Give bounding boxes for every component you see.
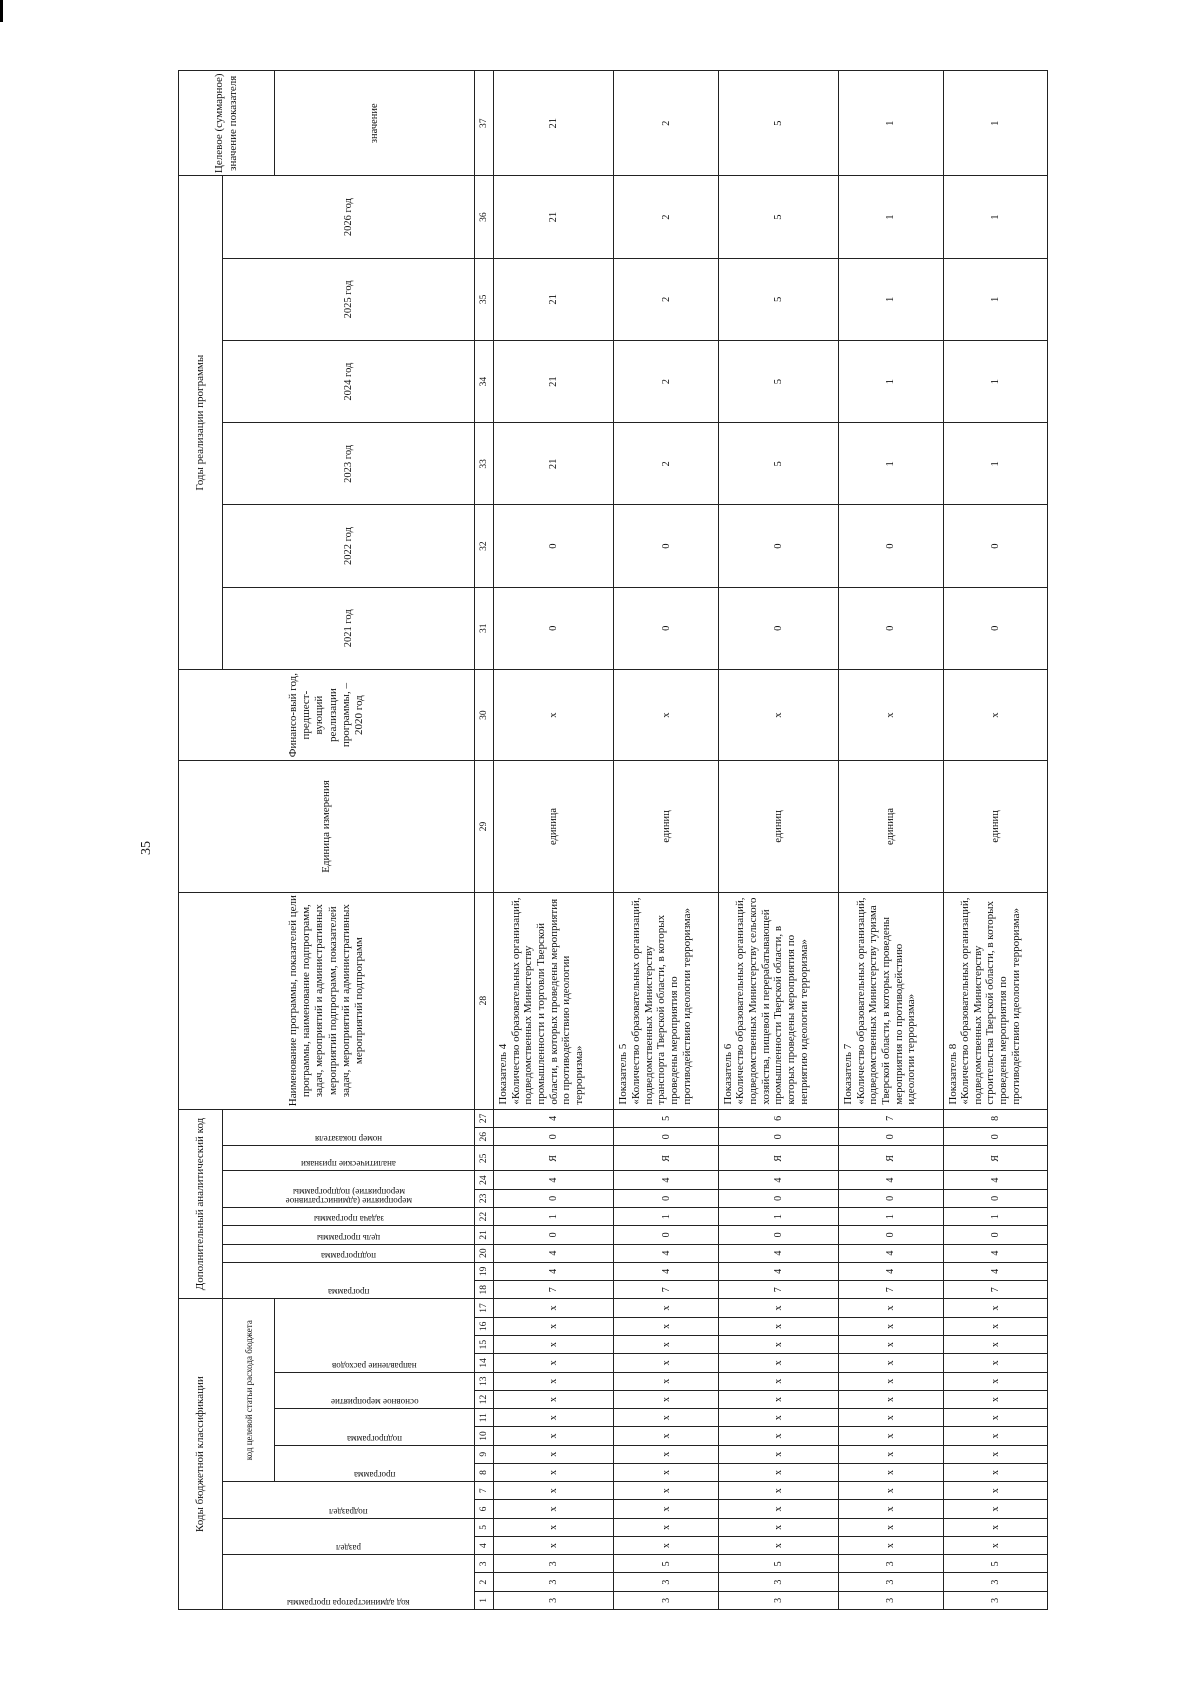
a-event-header: мероприятие (административное мероприятие) подпрограммы <box>223 1171 475 1208</box>
indicator-text: «Количество образовательных организаций, подведомственных Министерству туризма Тверской области, в которых проведены мероприятия по противодействию идеологии терроризма» <box>854 897 918 1105</box>
year-2023-header: 2023 год <box>223 423 475 505</box>
indicator-row <box>718 71 838 1610</box>
code-cell: х <box>943 1390 1047 1408</box>
indicator-description <box>943 892 1047 1109</box>
code-cell: 3 <box>718 1573 838 1591</box>
column-number: 3 <box>475 1555 494 1573</box>
code-cell: х <box>943 1372 1047 1390</box>
code-cell: х <box>718 1299 838 1317</box>
year-value-cell: 1 <box>943 340 1047 422</box>
column-number: 8 <box>475 1463 494 1481</box>
code-cell: х <box>718 1536 838 1554</box>
scan-edge-mark <box>0 0 3 22</box>
fin-year-cell: х <box>614 669 718 760</box>
code-cell: 3 <box>839 1555 943 1573</box>
column-number: 22 <box>475 1207 494 1225</box>
indicator-title: Показатель 5 <box>617 1043 630 1105</box>
year-value-cell: 5 <box>718 258 838 340</box>
indicator-text: «Количество образовательных организаций, подведомственных Министерству сельского хозяйства, пищевой и перерабатывающей промышленности Тверской области, в которых проведены мероприятия по неприятию идеологии терроризма» <box>734 897 810 1105</box>
year-value-cell: 21 <box>494 340 614 422</box>
fin-year-cell: х <box>718 669 838 760</box>
code-cell: х <box>614 1536 718 1554</box>
code-cell: 0 <box>718 1189 838 1207</box>
page-number: 35 <box>139 841 154 855</box>
year-value-cell: 0 <box>614 505 718 587</box>
code-cell: 0 <box>718 1128 838 1146</box>
target-header: Целевое (суммарное) значение показателя <box>179 71 275 176</box>
fin-year-cell: х <box>494 669 614 760</box>
year-value-cell: 0 <box>943 587 1047 669</box>
column-numbers-row <box>475 71 494 1610</box>
year-value-cell: 0 <box>943 505 1047 587</box>
code-cell: х <box>943 1463 1047 1481</box>
target-value-header: значение <box>275 71 475 176</box>
year-value-cell: 21 <box>494 258 614 340</box>
fin-year-header: Финансо-вый год, предшест-вующий реализации программы, – 2020 год <box>179 669 475 760</box>
year-value-cell: 0 <box>614 587 718 669</box>
a-signs-header: аналитические признаки <box>223 1146 475 1171</box>
code-cell: 0 <box>839 1226 943 1244</box>
column-number: 6 <box>475 1500 494 1518</box>
column-number: 18 <box>475 1281 494 1299</box>
code-cell: х <box>839 1536 943 1554</box>
column-number: 16 <box>475 1317 494 1335</box>
code-cell: 4 <box>614 1262 718 1280</box>
code-cell: 4 <box>943 1244 1047 1262</box>
code-cell: 5 <box>614 1555 718 1573</box>
code-cell: х <box>943 1336 1047 1354</box>
code-cell: х <box>614 1299 718 1317</box>
indicator-description <box>839 892 943 1109</box>
code-cell: 3 <box>718 1591 838 1609</box>
a-indicator-header: номер показателя <box>223 1109 475 1146</box>
year-value-cell: 5 <box>718 423 838 505</box>
code-cell: х <box>839 1390 943 1408</box>
column-number: 2 <box>475 1573 494 1591</box>
indicator-description <box>718 892 838 1109</box>
column-number: 24 <box>475 1171 494 1189</box>
code-cell: 0 <box>494 1226 614 1244</box>
code-cell: х <box>718 1336 838 1354</box>
code-cell: 1 <box>943 1207 1047 1225</box>
indicator-row <box>943 71 1047 1610</box>
code-cell: 1 <box>839 1207 943 1225</box>
code-cell: 4 <box>494 1109 614 1127</box>
indicator-table <box>178 70 1048 1610</box>
code-cell: 0 <box>494 1128 614 1146</box>
code-cell: 0 <box>943 1226 1047 1244</box>
code-cell: 0 <box>614 1226 718 1244</box>
code-cell: 0 <box>839 1128 943 1146</box>
year-value-cell: 5 <box>718 176 838 258</box>
target-code-header: код целевой статьи расхода бюджета <box>223 1299 275 1482</box>
program-header: программа <box>275 1445 475 1482</box>
code-cell: 7 <box>839 1281 943 1299</box>
column-number: 5 <box>475 1518 494 1536</box>
budget-codes-header: Коды бюджетной классификации <box>179 1299 223 1610</box>
code-cell: 1 <box>614 1207 718 1225</box>
code-cell: 1 <box>718 1207 838 1225</box>
code-cell: х <box>614 1336 718 1354</box>
extra-code-header: Дополнительный аналитический код <box>179 1109 223 1299</box>
code-cell: х <box>614 1482 718 1500</box>
year-value-cell: 1 <box>943 258 1047 340</box>
year-value-cell: 5 <box>718 340 838 422</box>
year-value-cell: 0 <box>494 505 614 587</box>
column-number: 19 <box>475 1262 494 1280</box>
code-cell: х <box>494 1354 614 1372</box>
year-value-cell: 0 <box>494 587 614 669</box>
code-cell: 1 <box>494 1207 614 1225</box>
code-cell: 0 <box>943 1189 1047 1207</box>
indicator-title: Показатель 7 <box>842 1043 855 1105</box>
subprogram-header: подпрограмма <box>275 1409 475 1446</box>
code-cell: х <box>839 1482 943 1500</box>
code-cell: 0 <box>839 1189 943 1207</box>
code-cell: х <box>494 1317 614 1335</box>
target-value-cell: 2 <box>614 71 718 176</box>
year-value-cell: 0 <box>718 505 838 587</box>
code-cell: 4 <box>839 1171 943 1189</box>
code-cell: х <box>614 1463 718 1481</box>
code-cell: 8 <box>943 1109 1047 1127</box>
code-cell: 6 <box>718 1109 838 1127</box>
code-cell: х <box>614 1445 718 1463</box>
unit-cell: единиц <box>718 761 838 892</box>
code-cell: 5 <box>943 1555 1047 1573</box>
indicator-row <box>614 71 718 1610</box>
code-cell: х <box>943 1354 1047 1372</box>
code-cell: х <box>839 1336 943 1354</box>
target-value-cell: 21 <box>494 71 614 176</box>
code-cell: 0 <box>614 1128 718 1146</box>
section-header: раздел <box>223 1518 475 1555</box>
code-cell: х <box>718 1445 838 1463</box>
a-goal-header: цель программы <box>223 1226 475 1244</box>
code-cell: 4 <box>614 1171 718 1189</box>
column-number: 14 <box>475 1354 494 1372</box>
code-cell: 3 <box>839 1591 943 1609</box>
code-cell: 4 <box>943 1262 1047 1280</box>
code-cell: х <box>494 1518 614 1536</box>
code-cell: х <box>839 1372 943 1390</box>
column-number: 29 <box>475 761 494 892</box>
code-cell: х <box>718 1317 838 1335</box>
indicator-title: Показатель 8 <box>946 1043 959 1105</box>
code-cell: х <box>614 1317 718 1335</box>
year-2026-header: 2026 год <box>223 176 475 258</box>
year-value-cell: 2 <box>614 258 718 340</box>
expense-direction-header: направление расходов <box>275 1299 475 1372</box>
code-cell: х <box>718 1463 838 1481</box>
column-number: 15 <box>475 1336 494 1354</box>
a-task-header: задача программы <box>223 1207 475 1225</box>
column-number: 26 <box>475 1128 494 1146</box>
target-value-cell: 5 <box>718 71 838 176</box>
indicator-text: «Количество образовательных организаций, подведомственных Министерству строительства Тверской области, в которых проведены мероприятия по противодействию идеологии терроризма» <box>959 897 1022 1105</box>
code-cell: 4 <box>494 1262 614 1280</box>
code-cell: х <box>943 1409 1047 1427</box>
year-value-cell: 1 <box>839 176 943 258</box>
code-cell: 4 <box>718 1262 838 1280</box>
column-number: 37 <box>475 71 494 176</box>
code-cell: х <box>494 1482 614 1500</box>
code-cell: 5 <box>718 1555 838 1573</box>
code-cell: 3 <box>494 1591 614 1609</box>
year-value-cell: 0 <box>839 587 943 669</box>
column-number: 1 <box>475 1591 494 1609</box>
column-number: 33 <box>475 423 494 505</box>
code-cell: х <box>614 1390 718 1408</box>
column-number: 25 <box>475 1146 494 1171</box>
code-cell: х <box>718 1500 838 1518</box>
fin-year-cell: х <box>839 669 943 760</box>
code-cell: х <box>614 1500 718 1518</box>
code-cell: Я <box>718 1146 838 1171</box>
code-cell: х <box>943 1427 1047 1445</box>
unit-header: Единица измерения <box>179 761 475 892</box>
indicator-description <box>614 892 718 1109</box>
code-cell: 4 <box>494 1171 614 1189</box>
code-cell: 4 <box>494 1244 614 1262</box>
unit-cell: единиц <box>943 761 1047 892</box>
year-value-cell: 0 <box>839 505 943 587</box>
column-number: 17 <box>475 1299 494 1317</box>
code-cell: х <box>943 1518 1047 1536</box>
code-cell: х <box>494 1372 614 1390</box>
code-cell: 3 <box>614 1591 718 1609</box>
code-cell: х <box>839 1299 943 1317</box>
code-cell: х <box>614 1409 718 1427</box>
code-cell: х <box>943 1317 1047 1335</box>
code-cell: 0 <box>614 1189 718 1207</box>
code-cell: 0 <box>494 1189 614 1207</box>
column-number: 32 <box>475 505 494 587</box>
column-number: 28 <box>475 892 494 1109</box>
unit-cell: единица <box>494 761 614 892</box>
code-cell: х <box>494 1427 614 1445</box>
code-cell: 3 <box>839 1573 943 1591</box>
year-value-cell: 1 <box>943 423 1047 505</box>
subsection-header: подраздел <box>223 1482 475 1519</box>
code-cell: 4 <box>839 1262 943 1280</box>
code-cell: х <box>494 1409 614 1427</box>
column-number: 34 <box>475 340 494 422</box>
column-number: 11 <box>475 1409 494 1427</box>
year-2025-header: 2025 год <box>223 258 475 340</box>
year-2022-header: 2022 год <box>223 505 475 587</box>
column-number: 36 <box>475 176 494 258</box>
code-cell: х <box>718 1427 838 1445</box>
years-header: Годы реализации программы <box>179 176 223 669</box>
code-cell: х <box>943 1299 1047 1317</box>
year-value-cell: 1 <box>839 423 943 505</box>
column-number: 10 <box>475 1427 494 1445</box>
code-cell: 3 <box>943 1573 1047 1591</box>
code-cell: х <box>494 1336 614 1354</box>
code-cell: х <box>614 1427 718 1445</box>
year-value-cell: 2 <box>614 423 718 505</box>
target-value-cell: 1 <box>943 71 1047 176</box>
indicator-text: «Количество образовательных организаций, подведомственных Министерству транспорта Тверской области, в которых проведены мероприятия по противодействию идеологии терроризма» <box>630 897 693 1105</box>
code-cell: 7 <box>614 1281 718 1299</box>
column-number: 23 <box>475 1189 494 1207</box>
indicator-table-wrapper <box>178 70 1048 1610</box>
code-cell: 7 <box>494 1281 614 1299</box>
column-number: 9 <box>475 1445 494 1463</box>
indicator-title: Показатель 4 <box>497 1043 509 1105</box>
code-cell: 0 <box>943 1128 1047 1146</box>
year-value-cell: 0 <box>718 587 838 669</box>
code-cell: х <box>718 1409 838 1427</box>
column-number: 30 <box>475 669 494 760</box>
column-number: 31 <box>475 587 494 669</box>
code-cell: Я <box>494 1146 614 1171</box>
year-value-cell: 2 <box>614 340 718 422</box>
indicator-row <box>494 71 614 1610</box>
code-cell: х <box>718 1518 838 1536</box>
code-cell: х <box>839 1354 943 1372</box>
a-program-header: программа <box>223 1262 475 1299</box>
year-2021-header: 2021 год <box>223 587 475 669</box>
code-cell: х <box>943 1482 1047 1500</box>
target-value-cell: 1 <box>839 71 943 176</box>
year-2024-header: 2024 год <box>223 340 475 422</box>
year-value-cell: 2 <box>614 176 718 258</box>
code-cell: 3 <box>494 1555 614 1573</box>
column-number: 27 <box>475 1109 494 1127</box>
year-value-cell: 21 <box>494 423 614 505</box>
code-cell: х <box>494 1500 614 1518</box>
column-number: 13 <box>475 1372 494 1390</box>
code-cell: 7 <box>839 1109 943 1127</box>
code-cell: 3 <box>494 1573 614 1591</box>
code-cell: х <box>839 1500 943 1518</box>
code-cell: 4 <box>839 1244 943 1262</box>
a-subprogram-header: подпрограмма <box>223 1244 475 1262</box>
code-cell: х <box>494 1390 614 1408</box>
code-cell: х <box>718 1390 838 1408</box>
code-cell: х <box>839 1409 943 1427</box>
column-number: 20 <box>475 1244 494 1262</box>
code-cell: 4 <box>718 1244 838 1262</box>
column-number: 35 <box>475 258 494 340</box>
code-cell: 5 <box>614 1109 718 1127</box>
code-cell: 3 <box>943 1591 1047 1609</box>
code-cell: х <box>839 1518 943 1536</box>
code-cell: х <box>718 1372 838 1390</box>
unit-cell: единиц <box>614 761 718 892</box>
code-cell: 4 <box>718 1171 838 1189</box>
code-cell: х <box>494 1463 614 1481</box>
code-cell: Я <box>614 1146 718 1171</box>
code-cell: 4 <box>943 1171 1047 1189</box>
name-header: Наименование программы, показателей цели программы, наименование подпрограмм, задач, мероприятий и административных мероприятий подпрограмм, показателей задач, мероприятий и административных мероприятий подпрограмм <box>179 892 475 1109</box>
column-number: 7 <box>475 1482 494 1500</box>
code-cell: 0 <box>718 1226 838 1244</box>
code-cell: х <box>839 1445 943 1463</box>
code-cell: х <box>718 1482 838 1500</box>
unit-cell: единица <box>839 761 943 892</box>
year-value-cell: 21 <box>494 176 614 258</box>
year-value-cell: 1 <box>943 176 1047 258</box>
code-cell: х <box>614 1518 718 1536</box>
code-cell: х <box>839 1427 943 1445</box>
code-cell: х <box>839 1463 943 1481</box>
code-cell: 4 <box>614 1244 718 1262</box>
column-number: 4 <box>475 1536 494 1554</box>
column-number: 21 <box>475 1226 494 1244</box>
admin-code-header: код администратора программы <box>223 1555 475 1610</box>
code-cell: х <box>839 1317 943 1335</box>
code-cell: Я <box>943 1146 1047 1171</box>
code-cell: Я <box>839 1146 943 1171</box>
year-value-cell: 1 <box>839 340 943 422</box>
column-number: 12 <box>475 1390 494 1408</box>
code-cell: 3 <box>614 1573 718 1591</box>
code-cell: х <box>614 1354 718 1372</box>
code-cell: х <box>718 1354 838 1372</box>
year-value-cell: 1 <box>839 258 943 340</box>
code-cell: х <box>494 1299 614 1317</box>
indicator-title: Показатель 6 <box>721 1043 734 1105</box>
code-cell: х <box>943 1445 1047 1463</box>
indicator-row <box>839 71 943 1610</box>
main-event-header: основное мероприятие <box>275 1372 475 1409</box>
indicator-description <box>494 892 614 1109</box>
code-cell: х <box>943 1500 1047 1518</box>
code-cell: х <box>614 1372 718 1390</box>
code-cell: х <box>494 1445 614 1463</box>
code-cell: 7 <box>943 1281 1047 1299</box>
code-cell: х <box>494 1536 614 1554</box>
fin-year-cell: х <box>943 669 1047 760</box>
code-cell: 7 <box>718 1281 838 1299</box>
indicator-text: «Количество образовательных организаций, подведомственных Министерству промышленности и торговли Тверской области, в которых проведены мероприятия по противодействию идеологии терроризма» <box>509 897 585 1105</box>
code-cell: х <box>943 1536 1047 1554</box>
